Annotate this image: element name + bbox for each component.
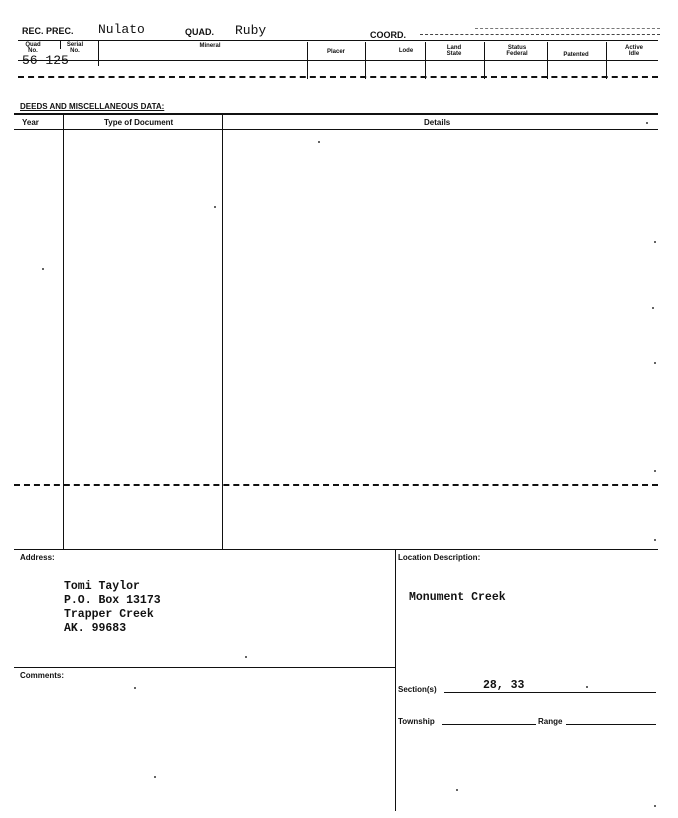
coord-dashed-line	[420, 34, 660, 35]
scan-speck	[154, 776, 156, 778]
col-mineral: Mineral	[199, 43, 221, 49]
address-label: Address:	[20, 553, 55, 562]
record-row-dashed-rule	[18, 76, 658, 78]
deeds-col-details: Details	[424, 118, 451, 127]
coord-label: COORD.	[370, 30, 406, 40]
col-land-state: Land State	[446, 45, 462, 57]
scan-speck	[654, 805, 656, 807]
scan-speck	[42, 268, 44, 270]
scan-speck	[652, 307, 654, 309]
rec-prec-value: Nulato	[98, 22, 145, 37]
scan-speck	[654, 241, 656, 243]
col-lode: Lode	[398, 48, 414, 54]
scan-speck	[456, 789, 458, 791]
col-quad-no: Quad No.	[25, 42, 41, 54]
address-block	[64, 580, 161, 636]
deeds-col-year: Year	[22, 118, 39, 127]
sections-value: 28, 33	[483, 679, 525, 692]
scan-speck	[214, 206, 216, 208]
scan-speck	[318, 141, 320, 143]
deeds-top-rule	[14, 113, 658, 115]
scan-speck	[245, 656, 247, 658]
scan-speck	[134, 687, 136, 689]
scan-speck	[654, 470, 656, 472]
divider	[60, 40, 61, 49]
location-description-label: Location Description:	[398, 553, 481, 562]
quad-value: Ruby	[235, 23, 267, 38]
comments-top-rule	[14, 667, 395, 668]
quad-label: QUAD.	[185, 27, 214, 37]
township-label: Township	[398, 717, 435, 726]
address-line: Trapper Creek	[64, 608, 154, 621]
coord-dashed-line-upper	[475, 28, 660, 29]
col-serial-no: Serial No.	[66, 42, 84, 54]
col-active-idle: Active Idle	[624, 45, 643, 57]
rec-prec-label: REC. PREC.	[22, 26, 74, 36]
sections-underline	[444, 692, 656, 693]
sections-label: Section(s)	[398, 685, 437, 694]
quad-serial-value: 56-125	[22, 53, 69, 68]
address-line: Tomi Taylor	[64, 580, 140, 593]
scan-speck	[654, 362, 656, 364]
range-label: Range	[538, 717, 563, 726]
location-description-value: Monument Creek	[409, 591, 506, 604]
bottom-center-divider	[395, 549, 396, 811]
deeds-section-title: DEEDS AND MISCELLANEOUS DATA:	[20, 102, 165, 111]
address-line: AK. 99683	[64, 622, 127, 635]
deeds-header-bottom-rule	[14, 129, 658, 130]
col-patented: Patented	[563, 52, 589, 58]
col-status-federal: Status Federal	[506, 45, 528, 57]
deeds-bottom-rule	[14, 549, 658, 550]
column-header-top-rule	[18, 40, 658, 41]
township-underline	[442, 724, 536, 725]
scan-speck	[654, 539, 656, 541]
deeds-dashed-break	[14, 484, 658, 486]
scan-speck	[586, 686, 588, 688]
address-line: P.O. Box 13173	[64, 594, 161, 607]
divider	[98, 40, 99, 66]
range-underline	[566, 724, 656, 725]
comments-label: Comments:	[20, 671, 65, 680]
col-placer: Placer	[326, 49, 345, 55]
column-header-bottom-rule	[18, 60, 658, 61]
deeds-col-type: Type of Document	[104, 118, 174, 127]
scan-speck	[646, 122, 648, 124]
